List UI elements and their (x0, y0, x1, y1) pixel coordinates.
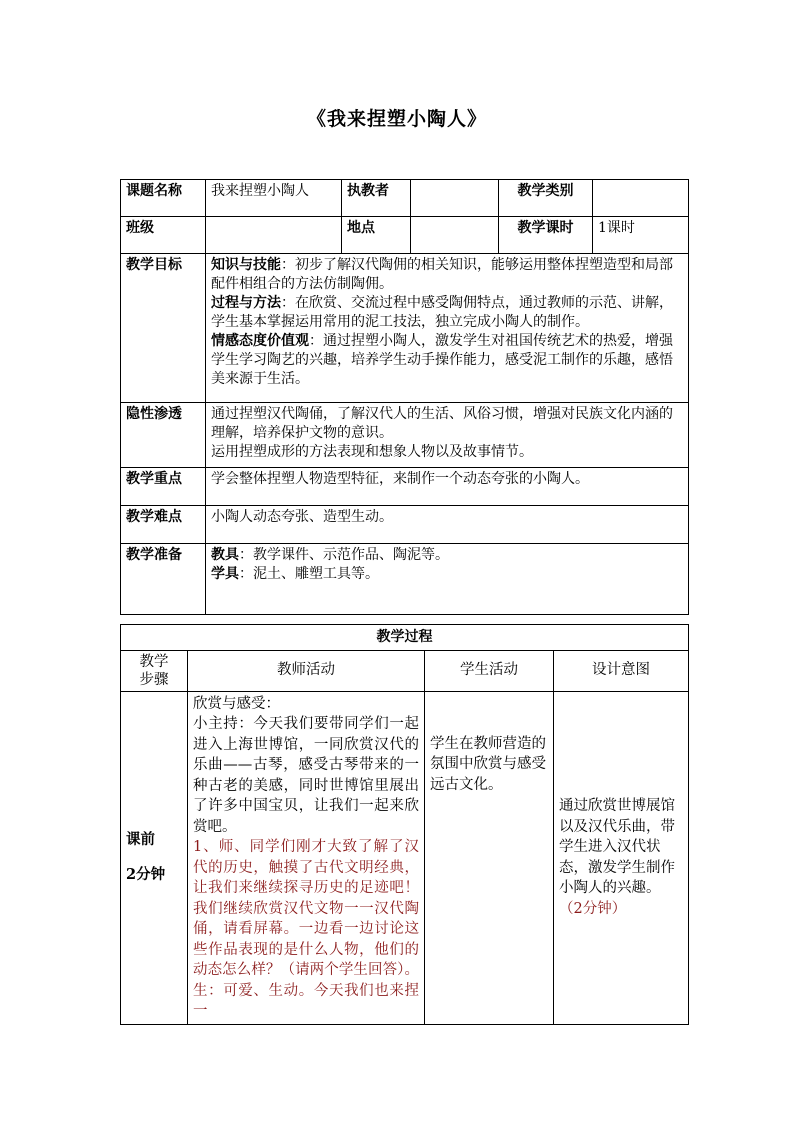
student-activity-text: 学生在教师营造的氛围中欣赏与感受远古文化。 (430, 735, 546, 793)
col-teacher: 教师活动 (188, 650, 425, 691)
info-row-class (121, 217, 689, 254)
teacher-step-1-text: 1、师、同学们刚才大致了解了汉代的历史，触摸了古代文明经典，让我们来继续探寻历史的足迹吧！ 我们继续欣赏汉代文物一一汉代陶俑，请看屏幕。一边看一边讨论这些作品表现的是什么人物，他们的动态怎么样？（请两个学生回答）。生：可爱、生动。今天我们也来捏一 (193, 839, 419, 1019)
focus-label: 教学重点 (121, 468, 206, 506)
category-value (593, 180, 689, 217)
info-row-prep (121, 544, 689, 615)
topic-value: 我来捏塑小陶人 (206, 180, 342, 217)
prep-teaching-aids: 教具：教学课件、示范作品、陶泥等。 (211, 547, 449, 563)
hidden-content (206, 403, 689, 468)
teacher-host-text: 小主持：今天我们要带同学们一起进入上海世博馆，一同欣赏汉代的乐曲——古琴，感受古琴带来的一种古老的美感，同时世博馆里展出了许多中国宝贝，让我们一起来欣赏吧。 (193, 716, 419, 835)
hidden-line-1: 通过捏塑汉代陶俑，了解汉代人的生活、风俗习惯，增强对民族文化内涵的理解，培养保护文物的意识。 (211, 406, 673, 441)
design-intent-cell (554, 691, 689, 1024)
document-title: 《我来捏塑小陶人》 (306, 108, 487, 130)
goal-process: 过程与方法：在欣赏、交流过程中感受陶佣特点，通过教师的示范、讲解，学生基本掌握运用常用的泥工技法，独立完成小陶人的制作。 (211, 295, 673, 330)
hidden-line-2: 运用捏塑成形的方法表现和想象人物以及故事情节。 (211, 444, 533, 460)
col-step: 教学步骤 (121, 650, 188, 691)
info-row-focus (121, 468, 689, 506)
goal-knowledge: 知识与技能：初步了解汉代陶佣的相关知识，能够运用整体捏塑造型和局部配件相组合的方法仿制陶佣。 (211, 257, 673, 292)
step-name: 课前 (126, 831, 155, 848)
period-value: 1课时 (593, 217, 689, 254)
design-intent-time: （2分钟） (559, 900, 627, 917)
process-row-pre-class (121, 691, 689, 1024)
prep-label: 教学准备 (121, 544, 206, 615)
info-row-topic (121, 180, 689, 217)
goal-emotion: 情感态度价值观：通过捏塑小陶人，激发学生对祖国传统艺术的热爱，增强学生学习陶艺的兴趣，培养学生动手操作能力，感受泥工制作的乐趣，感悟美来源于生活。 (211, 333, 673, 387)
process-heading-row (121, 625, 689, 651)
difficulty-label: 教学难点 (121, 506, 206, 544)
info-row-difficulty (121, 506, 689, 544)
goals-content (206, 254, 689, 403)
goals-label: 教学目标 (121, 254, 206, 403)
prep-student-aids: 学具：泥土、雕塑工具等。 (211, 566, 379, 582)
focus-value: 学会整体捏塑人物造型特征，来制作一个动态夸张的小陶人。 (206, 468, 689, 506)
hidden-label: 隐性渗透 (121, 403, 206, 468)
teacher-value (411, 180, 499, 217)
col-intent: 设计意图 (554, 650, 689, 691)
process-heading: 教学过程 (121, 625, 689, 651)
step-cell (121, 691, 188, 1024)
process-table (120, 624, 689, 1025)
student-activity-cell (425, 691, 554, 1024)
prep-content (206, 544, 689, 615)
teacher-activity-cell (188, 691, 425, 1024)
info-row-hidden (121, 403, 689, 468)
topic-label: 课题名称 (121, 180, 206, 217)
col-student: 学生活动 (425, 650, 554, 691)
difficulty-value: 小陶人动态夸张、造型生动。 (206, 506, 689, 544)
location-label: 地点 (342, 217, 411, 254)
class-value (206, 217, 342, 254)
step-time: 2分钟 (126, 865, 166, 883)
design-intent-text: 通过欣赏世博展馆以及汉代乐曲，带学生进入汉代状态，激发学生制作小陶人的兴趣。 (559, 798, 675, 896)
teacher-intro: 欣赏与感受： (193, 695, 280, 712)
period-label: 教学课时 (499, 217, 593, 254)
lesson-info-table (120, 179, 689, 615)
location-value (411, 217, 499, 254)
class-label: 班级 (121, 217, 206, 254)
process-header-row (121, 650, 689, 691)
info-row-goals (121, 254, 689, 403)
category-label: 教学类别 (499, 180, 593, 217)
teacher-label: 执教者 (342, 180, 411, 217)
